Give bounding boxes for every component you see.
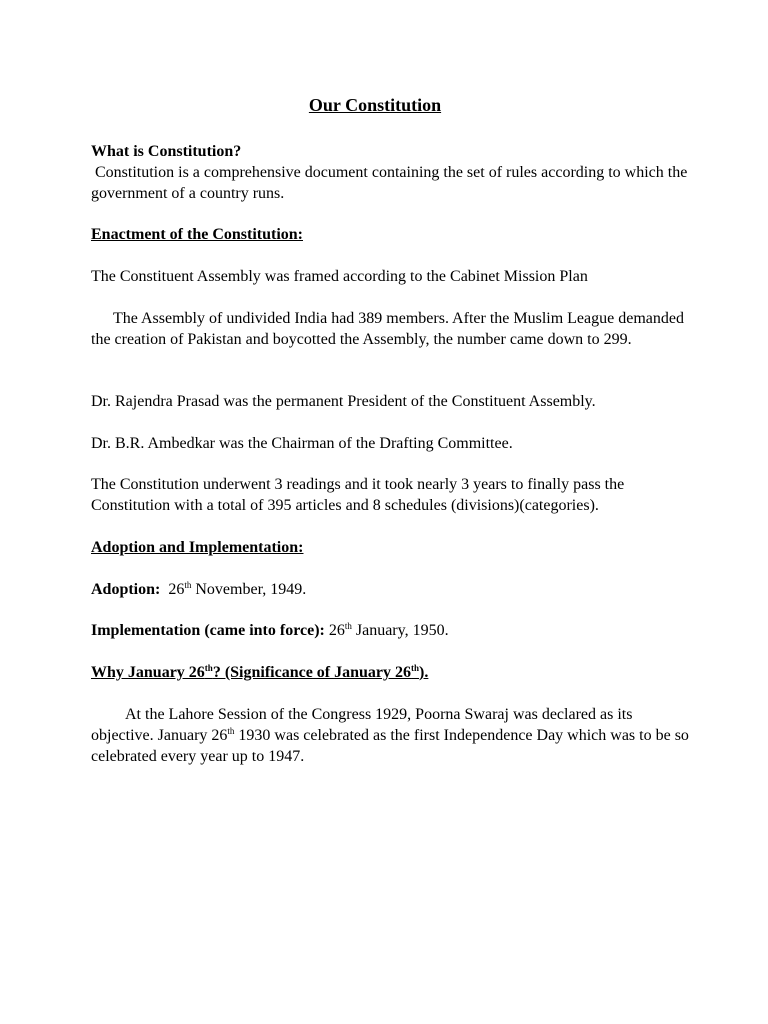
what-is-constitution-heading: What is Constitution? — [91, 143, 242, 160]
adoption-line — [91, 579, 691, 600]
lahore-day-suffix: th — [227, 726, 235, 736]
cabinet-mission-paragraph: The Constituent Assembly was framed according to the Cabinet Mission Plan — [91, 268, 588, 285]
implementation-day-suffix: th — [344, 621, 352, 631]
why-heading-suffix-2: th — [411, 663, 420, 673]
implementation-line — [91, 620, 691, 641]
why-heading-suffix-1: th — [204, 663, 213, 673]
adoption-implementation-heading: Adoption and Implementation: — [91, 539, 304, 556]
what-is-constitution-section — [91, 141, 691, 204]
drafting-committee-paragraph: Dr. B.R. Ambedkar was the Chairman of the Drafting Committee. — [91, 435, 513, 452]
assembly-members-paragraph: The Assembly of undivided India had 389 members. After the Muslim League demanded the creation of Pakistan and boycotted the Assembly, the number came down to 299. — [91, 310, 684, 348]
adoption-day-suffix: th — [184, 580, 192, 590]
adoption-date-rest: November, 1949. — [191, 581, 307, 598]
adoption-day: 26 — [168, 581, 185, 598]
document-title: Our Constitution — [308, 95, 442, 115]
lahore-part2: 1930 was celebrated as the first Independence Day which was to be so celebrated every year up to 1947. — [91, 727, 689, 765]
constitution-definition: Constitution is a comprehensive document containing the set of rules according to which the government of a country runs. — [91, 164, 692, 202]
adoption-label: Adoption: — [91, 581, 161, 598]
lahore-part1: At the Lahore Session of the Congress 1929, Poorna Swaraj was declared as its objective. January 26 — [91, 706, 633, 744]
implementation-label: Implementation (came into force): — [91, 622, 325, 639]
why-heading-part3: ). — [419, 664, 429, 681]
why-heading-part2: ? (Significance of January 26 — [212, 664, 412, 681]
why-heading-part1: Why January 26 — [91, 664, 205, 681]
president-paragraph: Dr. Rajendra Prasad was the permanent President of the Constituent Assembly. — [91, 393, 596, 410]
implementation-day: 26 — [328, 622, 345, 639]
readings-paragraph: The Constitution underwent 3 readings and it took nearly 3 years to finally pass the Constitution with a total of 395 articles and 8 schedules (divisions)(categories). — [91, 476, 625, 514]
implementation-date-rest: January, 1950. — [351, 622, 449, 639]
lahore-session-paragraph — [91, 704, 691, 767]
why-january-heading — [91, 662, 691, 683]
enactment-heading: Enactment of the Constitution: — [91, 226, 303, 243]
